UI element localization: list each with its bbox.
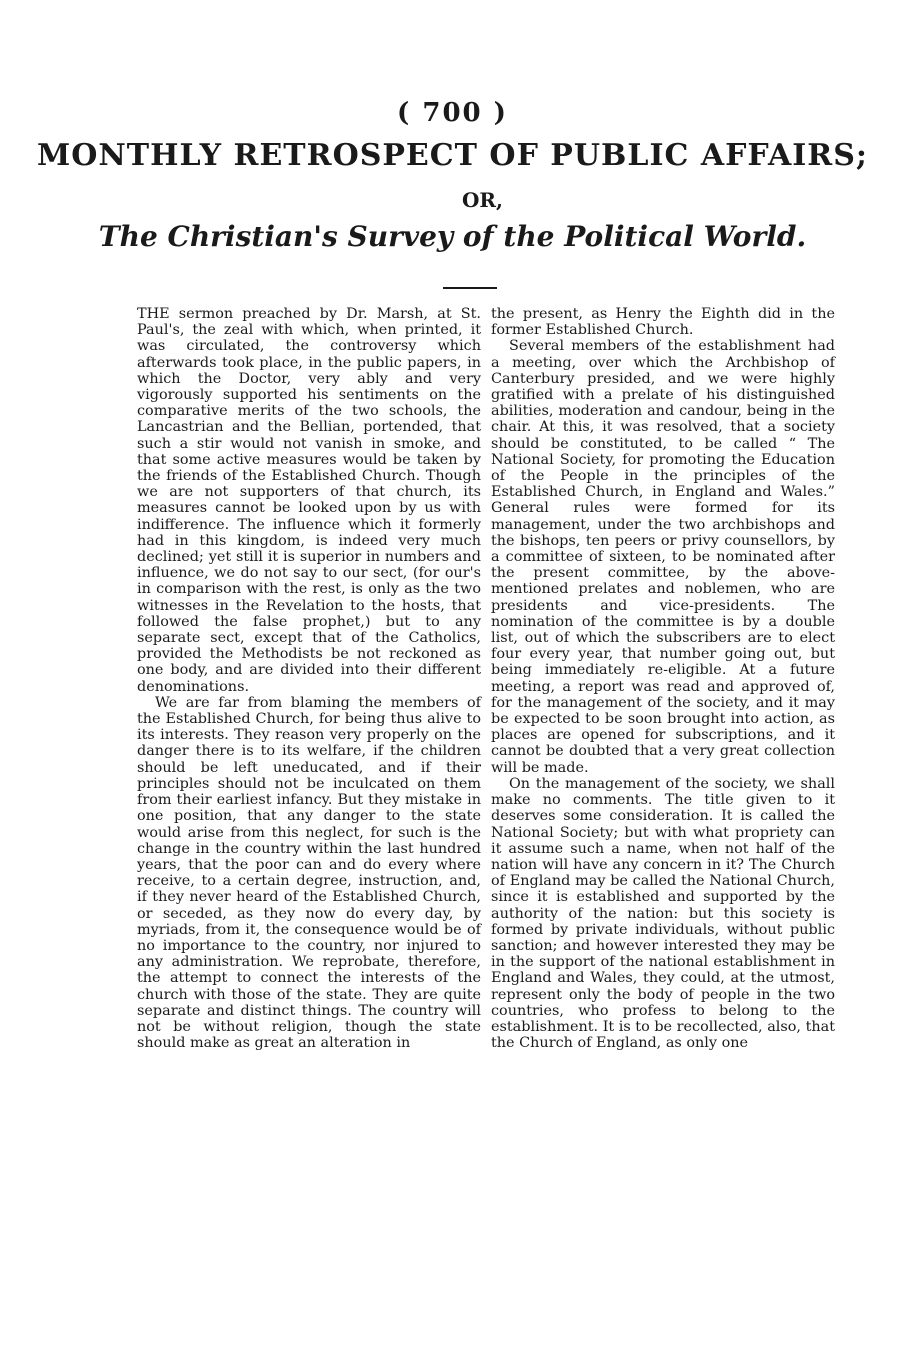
left-paragraph-2: We are far from blaming the members of the Established Church, for being thus alive to its interests. They reason very properly on the danger there is to its welfare, if the children should be left uneducated, and if their principles should not be inculcated on them from their earliest infancy. But they mistake in one position, that any danger to the state would arise from this neglect, for such is the change in the country within the last hundred years, that the poor can and do every where receive, to a certain degree, instruction, and, if they never heard of the Established Church, or seceded, as they now do every day, by myriads, from it, the consequence would be of no importance to the country, nor injured to any administration. We reprobate, therefore, the attempt to connect the interests of the church with those of the state. They are quite separate and distinct things. The country will not be without religion, though the state should make as great an alteration in [137,694,481,1052]
title-conjunction: OR, [461,188,503,212]
title-divider [443,287,497,289]
page-title: MONTHLY RETROSPECT OF PUBLIC AFFAIRS; [37,138,868,173]
page-subtitle: The Christian's Survey of the Political World. [98,220,807,253]
right-paragraph-1: Several members of the establishment had a meeting, over which the Archbishop of Canterbury presided, and we were highly gratified with a prelate of his distinguished abilities, moderation and candour, being in the chair. At this, it was resolved, that a society should be constituted, to be called “ The National Society, for promoting the Education of the People in the principles of the Established Church, in England and Wales.” General rules were formed for its management, under the two archbishops and the bishops, ten peers or privy counsellors, by a committee of sixteen, to be nominated after the present committee, by the above-mentioned prelates and noblemen, who are presidents and vice-presidents. The nomination of the committee is by a double list, out of which the subscribers are to elect four every year, that number going out, but being immediately re-eligible. At a future meeting, a report was read and approved of, for the management of the society, and it may be expected to be soon brought into action, as places are opened for subscriptions, and it cannot be doubted that a very great collection will be made. [491,338,835,776]
right-paragraph-2: On the management of the society, we shall make no comments. The title given to it deserves some consideration. It is called the National Society; but with what propriety can it assume such a name, when not half of the nation will have any concern in it? The Church of England may be called the National Church, since it is established and supported by the authority of the nation: but this society is formed by private individuals, without public sanction; and however interested they may be in the support of the national establishment in England and Wales, they could, at the utmost, represent only the body of people in the two countries, who profess to belong to the establishment. It is to be recollected, also, that the Church of England, as only one [491,775,835,1052]
left-paragraph-1: THE sermon preached by Dr. Marsh, at St. Paul's, the zeal with which, when printed, it was circulated, the controversy which afterwards took place, in the public papers, in which the Doctor, very ably and very vigorously supported his sentiments on the comparative merits of the two schools, the Lancastrian and the Bellian, portended, that such a stir would not vanish in smoke, and that some active measures would be taken by the friends of the Established Church. Though we are not supporters of that church, its measures cannot be looked upon by us with indifference. The influence which it formerly had in this kingdom, is indeed very much declined; yet still it is superior in numbers and influence, we do not say to our sect, (for our's in comparison with the rest, is only as the two witnesses in the Revelation to the hosts, that followed the false prophet,) but to any separate sect, except that of the Catholics, provided the Methodists be not reckoned as one body, and are divided into their different denominations. [137,306,481,695]
page-number: ( 700 ) [397,98,508,128]
right-paragraph-continued: the present, as Henry the Eighth did in the former Established Church. [491,306,835,339]
right-column [491,306,835,1051]
left-column [137,306,481,1051]
